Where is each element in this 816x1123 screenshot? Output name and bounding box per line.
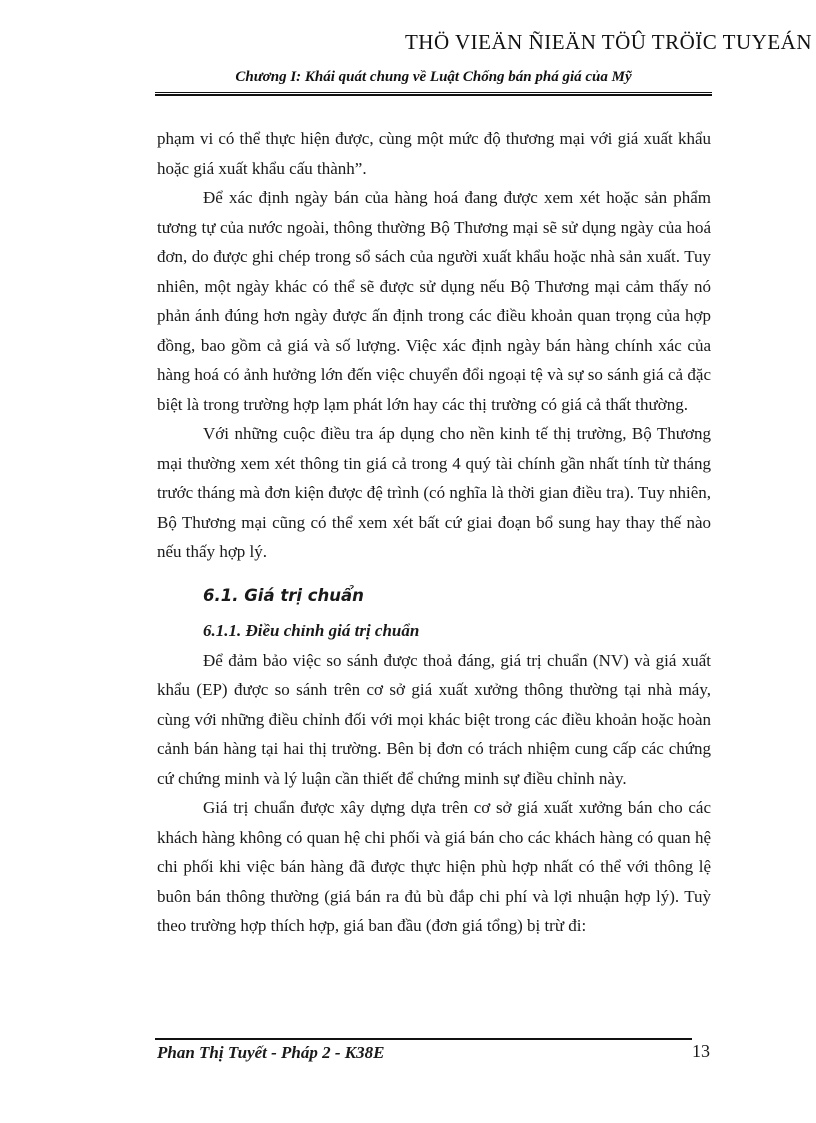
subsection-heading: 6.1.1. Điều chỉnh giá trị chuẩn (203, 621, 420, 640)
paragraph-2: Để xác định ngày bán của hàng hoá đang được xem xét hoặc sản phẩm tương tự của nước ngoài, thông thường Bộ Thương mại sẽ sử dụng ngày của hoá đơn, do được ghi chép trong sổ sách của người xuất khẩu hoặc nhà sản xuất. Tuy nhiên, một ngày khác có thể sẽ được sử dụng nếu Bộ Thương mại cảm thấy nó phản ánh đúng hơn ngày được ấn định trong các điều khoản quan trọng của hợp đồng, bao gồm cả giá và số lượng. Việc xác định ngày bán hàng chính xác của hàng hoá có ảnh hưởng lớn đến việc chuyển đổi ngoại tệ và sự so sánh giá cả đặc biệt là trong trường hợp lạm phát lớn hay các thị trường có giá cả thất thường. (157, 188, 711, 414)
section-heading: 6.1. Giá trị chuẩn (203, 585, 364, 605)
header-divider (155, 92, 712, 93)
footer-author: Phan Thị Tuyết - Pháp 2 - K38E (157, 1043, 385, 1062)
paragraph-5: Giá trị chuẩn được xây dựng dựa trên cơ sở giá xuất xưởng bán cho các khách hàng không có quan hệ chi phối và giá bán cho các khách hàng có quan hệ chi phối khi việc bán hàng đã được thực hiện phù hợp nhất có thể với thông lệ buôn bán thông thường (giá bán ra đủ bù đắp chi phí và lợi nhuận hợp lý). Tuỳ theo trường hợp thích hợp, giá ban đầu (đơn giá tổng) bị trừ đi: (157, 798, 711, 935)
page-number: 13 (692, 1041, 710, 1061)
header-divider-thick (155, 94, 712, 96)
paragraph-1: phạm vi có thể thực hiện được, cùng một mức độ thương mại với giá xuất khẩu hoặc giá xuất khẩu cấu thành”. (157, 129, 711, 178)
footer-divider (155, 1038, 692, 1040)
chapter-title: Chương I: Khái quát chung về Luật Chống bán phá giá của Mỹ (235, 69, 632, 85)
header-watermark: THÖ VIEÄN ÑIEÄN TÖÛ TRÖÏC TUYEÁN (404, 30, 812, 54)
paragraph-3: Với những cuộc điều tra áp dụng cho nền kinh tế thị trường, Bộ Thương mại thường xem xét thông tin giá cả trong 4 quý tài chính gần nhất tính từ tháng trước tháng mà đơn kiện được đệ trình (có nghĩa là thời gian điều tra). Tuy nhiên, Bộ Thương mại cũng có thể xem xét bất cứ giai đoạn bổ sung hay thay thế nào nếu thấy hợp lý. (157, 424, 711, 561)
paragraph-4: Để đảm bảo việc so sánh được thoả đáng, giá trị chuẩn (NV) và giá xuất khẩu (EP) được so sánh trên cơ sở giá xuất xưởng thông thường tại nhà máy, cùng với những điều chỉnh đối với mọi khác biệt trong các điều khoản hoặc hoàn cảnh bán hàng tại hai thị trường. Bên bị đơn có trách nhiệm cung cấp các chứng cứ chứng minh và lý luận cần thiết để chứng minh sự điều chỉnh này. (157, 650, 711, 788)
page-body (157, 124, 711, 941)
